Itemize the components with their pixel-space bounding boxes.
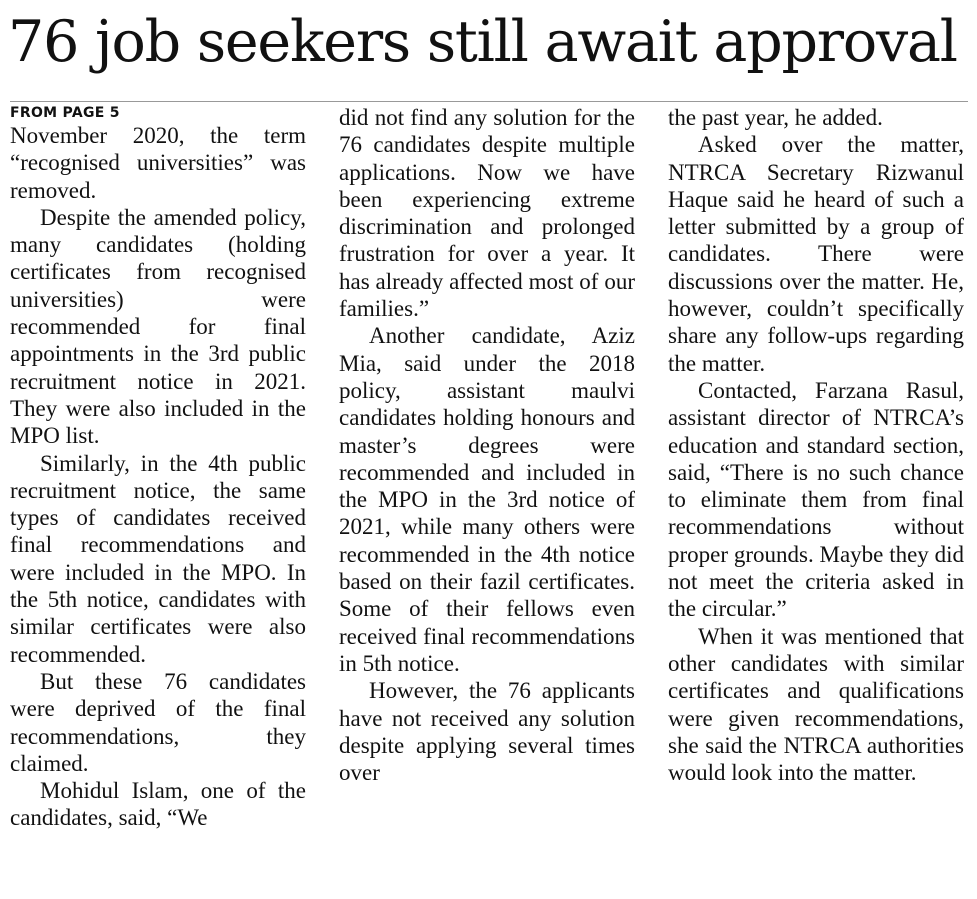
paragraph: However, the 76 applicants have not received any solution despite applying several times over [339, 678, 635, 786]
paragraph: Another candidate, Aziz Mia, said under the 2018 policy, assistant maulvi candidates holding honours and master’s degrees were recommended and included in the MPO in the 3rd notice of 2021, while many others were recommended in the 4th notice based on their fazil certificates. Some of their fellows even received final recommendations in 5th notice. [339, 323, 635, 676]
article-column-1 [10, 104, 306, 896]
paragraph: Contacted, Farzana Rasul, assistant director of NTRCA’s education and standard section, said, “There is no such chance to eliminate them from final recommendations without proper grounds. Maybe they did not meet the criteria asked in the circular.” [668, 377, 964, 622]
paragraph: Similarly, in the 4th public recruitment notice, the same types of candidates received final recommendations and were included in the MPO. In the 5th notice, candidates with similar certificates were also recommended. [10, 450, 306, 667]
paragraph: Asked over the matter, NTRCA Secretary Rizwanul Haque said he heard of such a letter submitted by a group of candidates. There were discussions over the matter. He, however, couldn’t specifically share any follow-ups regarding the matter. [668, 132, 964, 376]
headline: 76 job seekers still await approval [8, 9, 957, 75]
continuation-kicker: FROM PAGE 5 [10, 105, 120, 121]
article-column-3 [668, 104, 964, 896]
paragraph: the past year, he added. [668, 105, 883, 130]
paragraph: did not find any solution for the 76 candidates despite multiple applications. Now we have been experiencing extreme discrimination and prolonged frustration for over a year. It has already affected most of our families.” [339, 105, 635, 322]
paragraph: Mohidul Islam, one of the candidates, said, “We [10, 778, 306, 831]
paragraph: November 2020, the term “recognised universities” was removed. [10, 123, 306, 203]
paragraph: But these 76 candidates were deprived of the final recommendations, they claimed. [10, 668, 306, 776]
paragraph: Despite the amended policy, many candidates (holding certificates from recognised universities) were recommended for final appointments in the 3rd public recruitment notice in 2021. They were also included in the MPO list. [10, 204, 306, 449]
paragraph: When it was mentioned that other candidates with similar certificates and qualifications were given recommendations, she said the NTRCA authorities would look into the matter. [668, 623, 964, 786]
article-column-2 [339, 104, 635, 896]
headline-rule [10, 101, 968, 102]
